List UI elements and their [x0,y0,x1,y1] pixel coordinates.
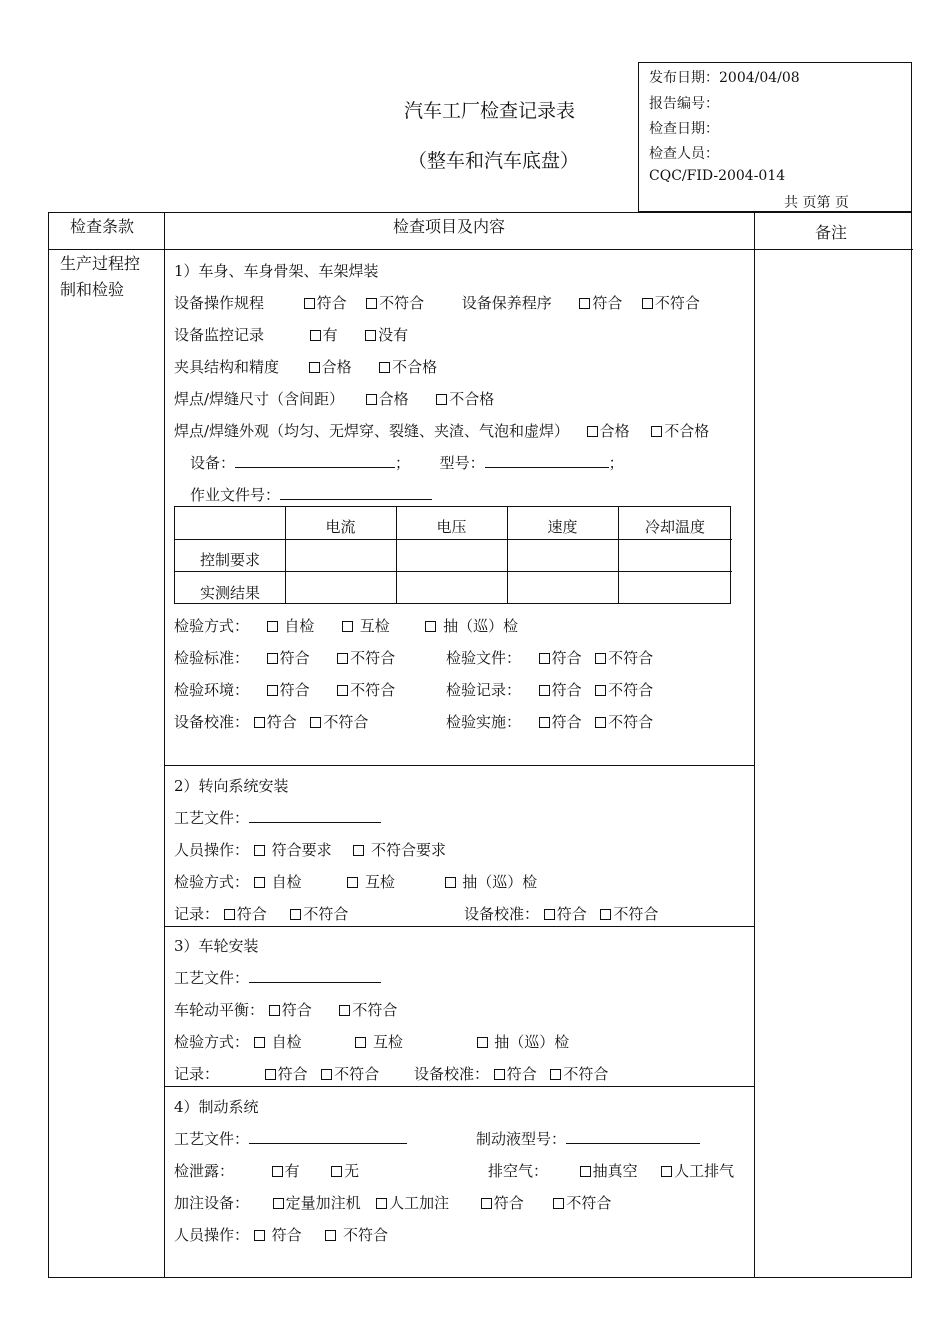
checkbox[interactable] [365,330,376,341]
checkbox[interactable] [539,653,550,664]
grid-header-voltage: 电压 [436,518,467,536]
s2-doc-field[interactable] [249,808,381,823]
page-title: 汽车工厂检查记录表 [404,100,576,122]
s1-row-weld-appearance: 焊点/焊缝外观（均匀、无焊穿、裂缝、夹渣、气泡和虚焊） 合格 不合格 [174,422,710,440]
clause-name: 生产过程控 [60,254,141,273]
checkbox[interactable] [310,717,321,728]
checkbox[interactable] [376,1198,387,1209]
s3-row-calibration: 设备校准： 符合 不符合 [414,1065,609,1083]
page-subtitle: （整车和汽车底盘） [408,150,580,172]
s4-doc-field[interactable] [249,1129,407,1144]
s1-row-operation-procedure: 设备操作规程 符合 不符合 设备保养程序 符合 不符合 [174,294,700,312]
column-divider [164,213,165,1277]
s3-row-record: 记录： 符合 不符合 [174,1065,380,1083]
section-4-title: 4）制动系统 [174,1098,259,1116]
s1-row-weld-size: 焊点/焊缝尺寸（含间距） 合格 不合格 [174,390,495,408]
s1-row-record: 检验记录： 符合 不符合 [446,681,654,699]
model-field[interactable] [485,453,609,468]
checkbox[interactable] [353,845,364,856]
header-divider [49,249,913,250]
s3-row-balance: 车轮动平衡： 符合 不符合 [174,1001,398,1019]
checkbox[interactable] [267,685,278,696]
checkbox[interactable] [325,1230,336,1241]
s1-row-fixture: 夹具结构和精度 合格 不合格 [174,358,438,376]
grid-row-measured: 实测结果 [199,584,260,602]
s1-row-inspection-method: 检验方式： 自检 互检 抽（巡）检 [174,617,519,635]
checkbox[interactable] [595,685,606,696]
checkbox[interactable] [580,1166,591,1177]
checkbox[interactable] [366,394,377,405]
section-3-title: 3）车轮安装 [174,937,259,955]
checkbox[interactable] [661,1166,672,1177]
checkbox[interactable] [544,909,555,920]
s1-row-monitoring-record: 设备监控记录 有 没有 [174,326,409,344]
checkbox[interactable] [539,685,550,696]
s4-row-leak: 检泄露： 有 无 [174,1162,360,1180]
s2-row-record: 记录： 符合 不符合 [174,905,349,923]
checkbox[interactable] [310,330,321,341]
checkbox[interactable] [579,298,590,309]
checkbox[interactable] [254,1230,265,1241]
inspector: 检查人员： [649,146,719,162]
checkbox[interactable] [309,362,320,373]
s3-doc-field[interactable] [249,968,381,983]
checkbox[interactable] [445,877,456,888]
section-2-title: 2）转向系统安装 [174,777,289,795]
report-number: 报告编号： [649,96,719,112]
checkbox[interactable] [347,877,358,888]
s3-row-method: 检验方式： 自检 互检 抽（巡）检 [174,1033,570,1051]
s4-row-vent: 排空气： 抽真空 人工排气 [488,1162,735,1180]
s1-row-calibration: 设备校准： 符合 不符合 [174,713,369,731]
grid-header-current: 电流 [325,518,356,536]
section-divider [164,765,754,766]
checkbox[interactable] [267,653,278,664]
s4-row-fluid: 制动液型号： [476,1128,700,1149]
s2-row-operation: 人员操作： 符合要求 不符合要求 [174,841,446,859]
checkbox[interactable] [651,426,662,437]
checkbox[interactable] [587,426,598,437]
s2-row-calibration: 设备校准： 符合 不符合 [464,905,659,923]
doc-number-field[interactable] [280,485,432,500]
grid-row-required: 控制要求 [199,551,260,569]
checkbox[interactable] [290,909,301,920]
checkbox[interactable] [321,1069,332,1080]
checkbox[interactable] [600,909,611,920]
checkbox[interactable] [366,298,377,309]
checkbox[interactable] [265,1069,276,1080]
checkbox[interactable] [304,298,315,309]
checkbox[interactable] [337,653,348,664]
s4-row-doc: 工艺文件： [174,1128,407,1149]
document-code: CQC/FID-2004-014 [649,168,786,184]
column-header-clause: 检查条款 [70,217,135,236]
checkbox[interactable] [254,845,265,856]
checkbox[interactable] [425,621,436,632]
checkbox[interactable] [550,1069,561,1080]
section-divider [164,1086,754,1087]
s3-row-doc: 工艺文件： [174,967,381,988]
column-header-content: 检查项目及内容 [393,217,506,236]
checkbox[interactable] [539,717,550,728]
s2-row-method: 检验方式： 自检 互检 抽（巡）检 [174,873,538,891]
s4-row-operation: 人员操作： 符合 不符合 [174,1226,388,1244]
checkbox[interactable] [339,1005,350,1016]
checkbox[interactable] [436,394,447,405]
checkbox[interactable] [355,1037,366,1048]
column-header-remarks: 备注 [815,223,848,242]
s1-row-environment: 检验环境： 符合 不符合 [174,681,396,699]
checkbox[interactable] [642,298,653,309]
page-count: 共 页第 页 [784,195,849,211]
section-divider [164,926,754,927]
s1-row-implementation: 检验实施： 符合 不符合 [446,713,654,731]
checkbox[interactable] [379,362,390,373]
welding-parameter-grid [174,506,731,604]
checkbox[interactable] [481,1198,492,1209]
checkbox[interactable] [272,1166,283,1177]
issue-date: 发布日期：2004/04/08 [649,70,800,86]
brake-fluid-field[interactable] [566,1129,700,1144]
checkbox[interactable] [254,1037,265,1048]
checkbox[interactable] [331,1166,342,1177]
grid-header-cooling: 冷却温度 [644,518,705,536]
clause-name-2: 制和检验 [60,280,125,299]
checkbox[interactable] [254,717,265,728]
equipment-field[interactable] [235,453,395,468]
s1-row-doc-number: 作业文件号： [190,484,432,505]
checkbox[interactable] [494,1069,505,1080]
grid-header-speed: 速度 [547,518,578,536]
checkbox[interactable] [595,717,606,728]
checkbox[interactable] [553,1198,564,1209]
document-info-box [638,62,912,212]
section-1-title: 1）车身、车身骨架、车架焊装 [174,262,379,280]
check-date: 检查日期： [649,121,719,137]
checkbox[interactable] [267,621,278,632]
s1-row-equipment: 设备： ； 型号： ； [190,454,624,472]
s4-row-fill: 加注设备： 定量加注机 人工加注 符合 不符合 [174,1194,612,1212]
checkbox[interactable] [477,1037,488,1048]
checkbox[interactable] [273,1198,284,1209]
checkbox[interactable] [337,685,348,696]
checkbox[interactable] [254,877,265,888]
checkbox[interactable] [342,621,353,632]
s2-row-doc: 工艺文件： [174,807,381,828]
checkbox[interactable] [224,909,235,920]
s1-row-file: 检验文件： 符合 不符合 [446,649,654,667]
s1-row-standard: 检验标准： 符合 不符合 [174,649,396,667]
checkbox[interactable] [595,653,606,664]
column-divider [754,213,755,1277]
checkbox[interactable] [269,1005,280,1016]
